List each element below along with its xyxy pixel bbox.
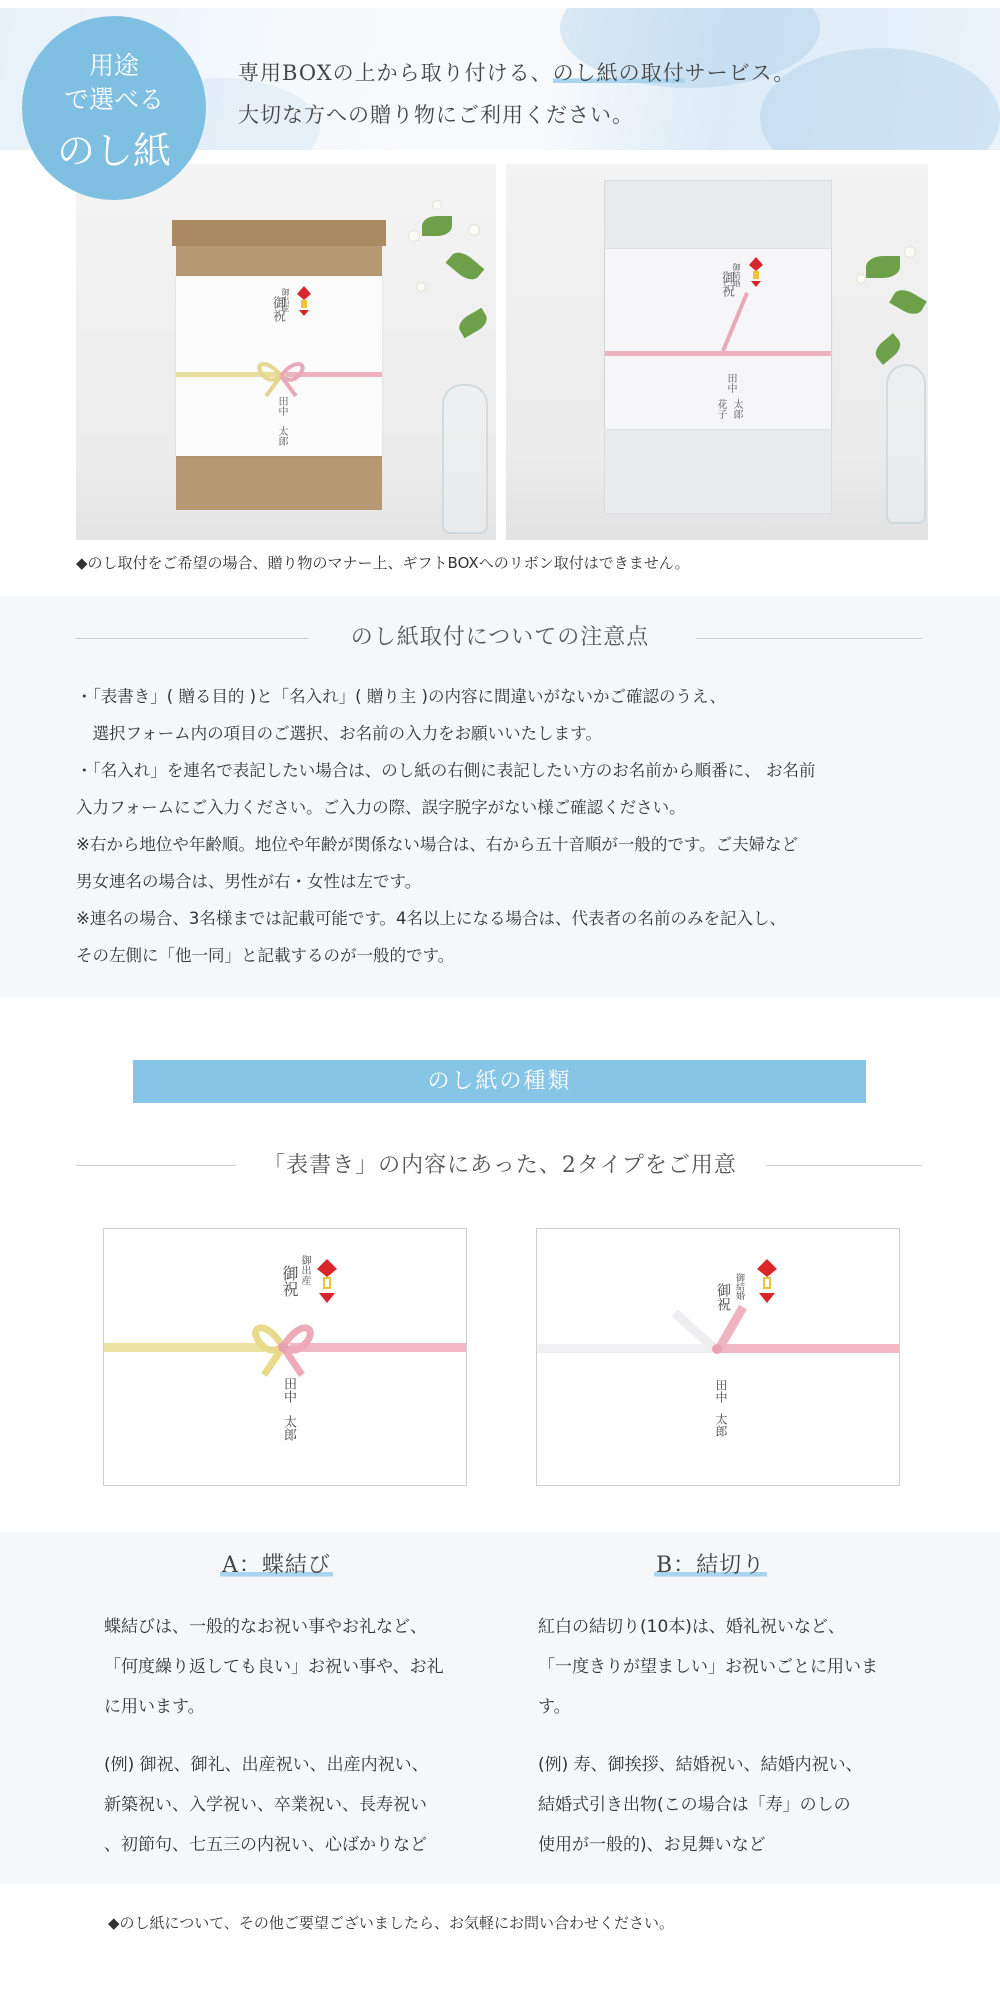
flower (432, 200, 442, 210)
type-a-desc-line: に用います。 (104, 1697, 205, 1717)
bow-knot-icon (242, 1307, 324, 1377)
type-a-example-line: 新築祝い、入学祝い、卒業祝い、長寿祝い (104, 1795, 427, 1815)
noshi-mark-icon (297, 286, 311, 316)
mini-upper-text: 御出産 (281, 288, 290, 312)
types-banner: のし紙の種類 (133, 1060, 866, 1103)
badge-line-3: のし紙 (56, 129, 171, 173)
kraft-box-lid (172, 220, 386, 246)
card-upper-text: 御出産 (299, 1255, 310, 1285)
mini-main-text: 御祝 (719, 271, 734, 297)
type-a-example-line: 、初節句、七五三の内祝い、心ばかりなど (104, 1835, 427, 1855)
type-b-example-line: 使用が一般的)、お見舞いなど (538, 1835, 766, 1855)
flower (856, 274, 866, 284)
mini-name-1: 田中 (276, 396, 287, 416)
card-upper-text: 御結婚 (734, 1273, 744, 1300)
leaf (866, 256, 900, 278)
type-b-desc-line: 「一度きりが望ましい」お祝いごとに用いま (538, 1657, 878, 1677)
white-box (604, 180, 832, 514)
caution-line: 入力フォームにご入力ください。ご入力の際、誤字脱字がない様ご確認ください。 (76, 798, 686, 817)
badge-line-2: で選べる (63, 85, 164, 114)
leaf (422, 216, 452, 236)
type-a-title-text: A：蝶結び (222, 1553, 331, 1578)
caution-line: ※連名の場合、3名様までは記載可能です。4名以上になる場合は、代表者の名前のみを記入し、 (76, 909, 787, 928)
flower (468, 224, 480, 236)
usage-badge (22, 16, 206, 200)
noshi-mark-icon (317, 1259, 337, 1303)
mini-name-1: 田中 (725, 373, 736, 393)
card-name-1: 田中 (281, 1377, 296, 1403)
type-b-example-line: (例) 寿、御挨拶、結婚祝い、結婚内祝い、 (538, 1755, 863, 1775)
leaf (446, 247, 485, 284)
type-b-title-text: B：結切り (656, 1553, 766, 1578)
photo-white-box (506, 164, 928, 540)
caution-line: ※右から地位や年齢順。地位や年齢が関係ない場合は、右から五十音順が一般的です。ご夫婦など (76, 835, 799, 854)
intro-highlight: のし紙の取付 (552, 61, 685, 85)
card-name-2: 太郎 (714, 1413, 728, 1437)
contact-note: ◆のし紙について、その他ご要望ございましたら、お気軽にお問い合わせください。 (108, 1914, 674, 1932)
intro-line-1 (238, 52, 795, 94)
type-a-desc-line: 蝶結びは、一般的なお祝い事やお礼など、 (104, 1617, 427, 1637)
card-name-2: 太郎 (281, 1415, 296, 1441)
mini-upper-text: 御結婚 (732, 263, 741, 287)
caution-line: 選択フォーム内の項目のご選択、お名前の入力をお願いいたします。 (76, 724, 602, 743)
intro-line-2: 大切な方への贈り物にご利用ください。 (238, 103, 634, 127)
flower (408, 230, 420, 242)
type-a-desc-line: 「何度繰り返しても良い」お祝い事や、お礼 (104, 1657, 444, 1677)
badge-line-1: 用途 (88, 51, 139, 80)
card-name-1: 田中 (714, 1379, 728, 1403)
types-subtitle: 「表書き」の内容にあった、2タイプをご用意 (263, 1153, 737, 1178)
noshi-card-b (536, 1228, 900, 1486)
intro-line-1-post: サービス。 (684, 61, 796, 85)
flower (904, 246, 916, 258)
caution-line: ・「名入れ」を連名で表記したい場合は、のし紙の右側に表記したい方のお名前から順番に、 お名前 (76, 761, 816, 780)
caution-title: のし紙取付についての注意点 (350, 625, 650, 650)
caution-line: その左側に「他一同」と記載するのが一般的です。 (76, 946, 455, 965)
mini-name-2: 太郎 (276, 426, 287, 446)
flower (416, 282, 426, 292)
noshi-paper (176, 276, 382, 456)
mini-name-3: 花子 (715, 399, 726, 419)
leaf (871, 333, 904, 365)
decor-brush (760, 48, 1000, 150)
type-b-title (654, 1548, 767, 1579)
noshi-mark-icon (749, 257, 763, 287)
glass-vase (442, 384, 488, 534)
type-b-desc-line: 紅白の結切り(10本)は、婚礼祝いなど、 (538, 1617, 845, 1637)
type-a-example-line: (例) 御祝、御礼、出産祝い、出産内祝い、 (104, 1755, 429, 1775)
intro-text (238, 52, 795, 136)
gold-rope (104, 1343, 264, 1352)
caution-line: ・「表書き」( 贈る目的 )と「名入れ」( 贈り主 )の内容に間違いがないかご確認のうえ、 (76, 687, 726, 706)
caution-line: 男女連名の場合は、男性が右・女性は左です。 (76, 872, 422, 891)
mini-name-2: 太郎 (731, 399, 742, 419)
type-a-title (220, 1548, 333, 1579)
card-main-text: 御祝 (715, 1283, 731, 1311)
ribbon-note: ◆のし取付をご希望の場合、贈り物のマナー上、ギフトBOXへのリボン取付はできません。 (76, 554, 690, 572)
type-b-desc-line: す。 (538, 1697, 571, 1717)
noshi-mark-icon (757, 1259, 777, 1303)
card-main-text: 御祝 (280, 1265, 299, 1297)
kraft-box (176, 220, 382, 510)
leaf (889, 285, 927, 318)
photo-kraft-box (76, 164, 496, 540)
intro-line-1-pre: 専用BOXの上から取り付ける、 (238, 61, 553, 85)
bow-icon (246, 354, 316, 398)
knot-icon (715, 289, 775, 353)
leaf (456, 308, 491, 339)
type-b-example-line: 結婚式引き出物(この場合は「寿」のしの (538, 1795, 851, 1815)
noshi-paper (605, 249, 831, 429)
noshi-card-a (103, 1228, 467, 1486)
mini-main-text: 御祝 (270, 296, 285, 322)
glass-vase (886, 364, 926, 524)
